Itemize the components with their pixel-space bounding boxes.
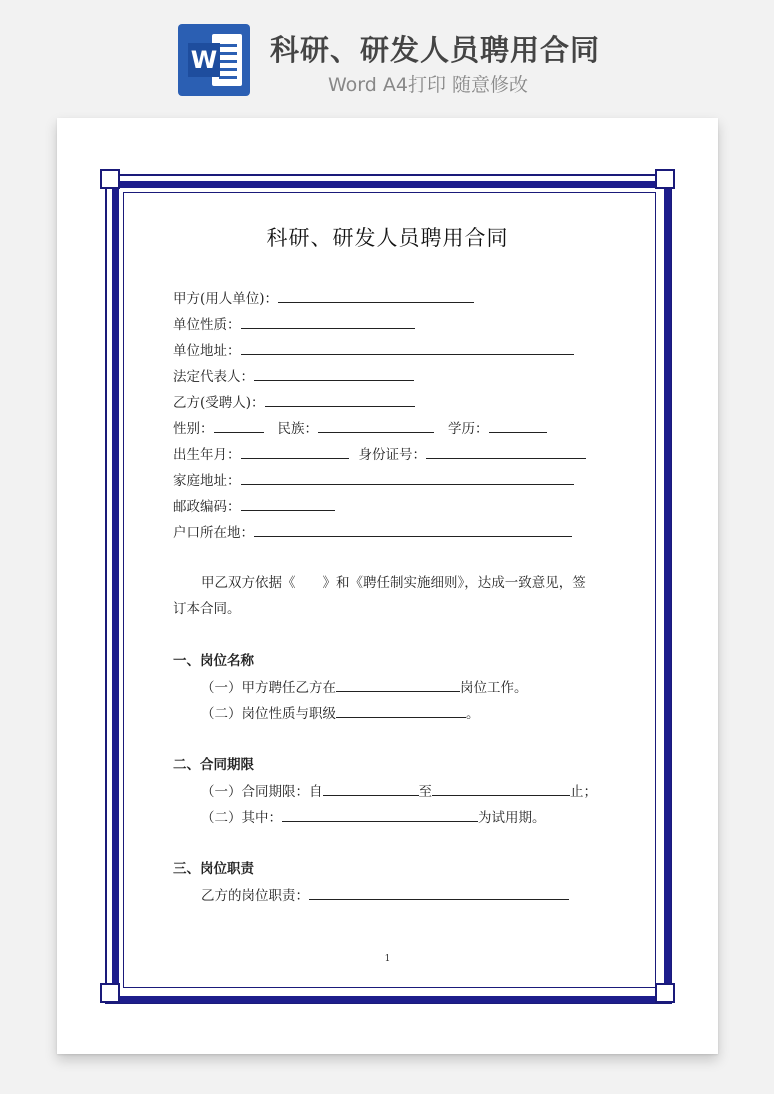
field-label-gender: 性别：: [173, 421, 214, 437]
section-heading: 一、岗位名称: [173, 653, 254, 669]
document-content: [57, 118, 718, 1054]
field-label: 法定代表人：: [173, 369, 254, 385]
field-label-ethnicity: 民族：: [277, 421, 318, 437]
blank-line[interactable]: [489, 419, 547, 433]
field-birth-id: [173, 445, 586, 464]
field-home-address: [173, 471, 574, 490]
blank-line[interactable]: [336, 678, 460, 692]
clause-text: （一）合同期限：自: [201, 784, 323, 800]
blank-line[interactable]: [254, 367, 414, 381]
field-unit-address: [173, 341, 574, 360]
clause-text: 乙方的岗位职责：: [201, 888, 309, 904]
page-header: [0, 0, 774, 110]
field-legal-rep: [173, 367, 414, 386]
field-label-birth: 出生年月：: [173, 447, 241, 463]
blank-line[interactable]: [265, 393, 415, 407]
header-title: 科研、研发人员聘用合同: [270, 33, 601, 67]
field-gender-ethnicity-education: [173, 419, 547, 438]
field-label: 单位地址：: [173, 343, 241, 359]
blank-line[interactable]: [241, 341, 574, 355]
clause-text: 岗位工作。: [460, 680, 528, 696]
blank-line[interactable]: [278, 289, 474, 303]
field-label: 邮政编码：: [173, 499, 241, 515]
section1-item2: [201, 704, 480, 723]
blank-line[interactable]: [282, 808, 478, 822]
field-label: 户口所在地：: [173, 525, 254, 541]
field-party-a: [173, 289, 474, 308]
section1-item1: [201, 678, 528, 697]
blank-line[interactable]: [214, 419, 264, 433]
blank-line[interactable]: [426, 445, 586, 459]
intro-paragraph-line1: 甲乙双方依据《 》和《聘任制实施细则》，达成一致意见，签: [201, 575, 586, 591]
section-heading: 三、岗位职责: [173, 861, 254, 877]
clause-text: （一）甲方聘任乙方在: [201, 680, 336, 696]
section2-item2: [201, 808, 546, 827]
field-label-education: 学历：: [448, 421, 489, 437]
section-heading: 二、合同期限: [173, 757, 254, 773]
field-label: 家庭地址：: [173, 473, 241, 489]
field-postal-code: [173, 497, 335, 516]
field-label-id: 身份证号：: [358, 447, 426, 463]
word-icon-letter: W: [188, 43, 220, 77]
blank-line[interactable]: [254, 523, 572, 537]
page-number: 1: [384, 954, 391, 964]
blank-line[interactable]: [432, 782, 570, 796]
blank-line[interactable]: [241, 445, 349, 459]
blank-line[interactable]: [318, 419, 434, 433]
clause-text: （二）岗位性质与职级: [201, 706, 336, 722]
section3-item1: [201, 886, 569, 905]
blank-line[interactable]: [241, 471, 574, 485]
section2-item1: [201, 782, 597, 801]
clause-text: 至: [418, 784, 432, 800]
intro-paragraph-line2: 订本合同。: [173, 601, 241, 617]
field-label: 乙方(受聘人)：: [173, 395, 265, 411]
document-title: 科研、研发人员聘用合同: [266, 226, 509, 250]
field-hukou: [173, 523, 572, 542]
blank-line[interactable]: [241, 497, 335, 511]
field-label: 单位性质：: [173, 317, 241, 333]
document-page: [57, 118, 718, 1054]
clause-text: 止；: [570, 784, 597, 800]
clause-text: （二）其中：: [201, 810, 282, 826]
blank-line[interactable]: [323, 782, 419, 796]
word-document-icon: [178, 24, 250, 96]
blank-line[interactable]: [336, 704, 466, 718]
clause-text: 为试用期。: [478, 810, 546, 826]
field-label: 甲方(用人单位)：: [173, 291, 279, 307]
blank-line[interactable]: [241, 315, 415, 329]
field-party-b: [173, 393, 415, 412]
field-unit-nature: [173, 315, 415, 334]
header-subtitle: Word A4打印 随意修改: [328, 74, 529, 96]
blank-line[interactable]: [309, 886, 569, 900]
clause-text: 。: [466, 706, 480, 722]
